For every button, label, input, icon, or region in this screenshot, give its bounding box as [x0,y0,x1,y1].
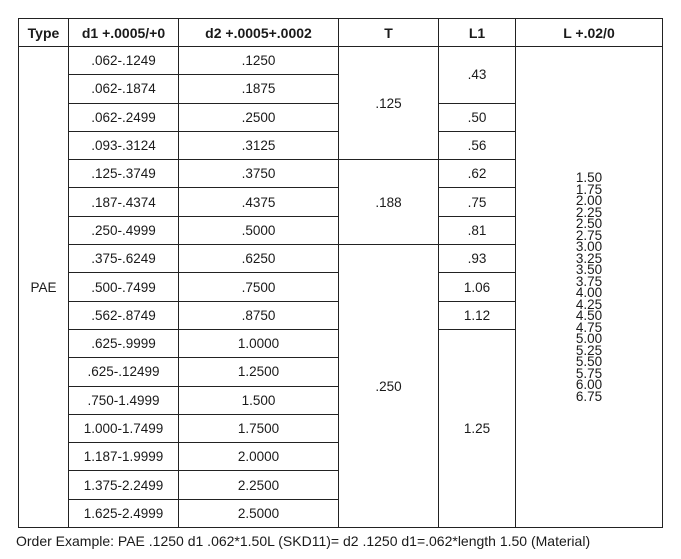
d1-cell: .062-.1874 [69,75,179,103]
d2-cell: .3125 [179,131,339,159]
d1-cell: .062-.2499 [69,103,179,131]
l-length-value: 3.50 [575,262,603,278]
l-length-value: 4.75 [575,319,603,335]
l-length-value: 2.25 [575,204,603,220]
t-cell: .188 [339,160,439,245]
d2-cell: 1.2500 [179,358,339,386]
l-length-value: 6.75 [575,388,603,404]
d1-cell: 1.000-1.7499 [69,414,179,442]
l-length-value: 4.50 [575,308,603,324]
d1-cell: 1.625-2.4999 [69,499,179,527]
l1-cell: .56 [439,131,516,159]
order-example: Order Example: PAE .1250 d1 .062*1.50L (SKD11)= d2 .1250 d1=.062*length 1.50 (Material) [16,533,591,549]
d2-cell: .7500 [179,273,339,301]
d1-cell: .562-.8749 [69,301,179,329]
l-length-cell [516,47,663,528]
d1-cell: 1.187-1.9999 [69,443,179,471]
d2-cell: .4375 [179,188,339,216]
l-length-value: 1.50 [575,170,603,186]
d2-cell: 1.0000 [179,329,339,357]
header-row [19,19,663,47]
d2-cell: 2.5000 [179,499,339,527]
l-length-value: 2.75 [575,227,603,243]
spec-table [18,18,663,528]
d1-cell: 1.375-2.2499 [69,471,179,499]
header-d2: d2 +.0005+.0002 [179,19,339,47]
l-length-value: 1.75 [575,181,603,197]
l-length-value: 5.50 [575,354,603,370]
header-l1: L1 [439,19,516,47]
header-l: L +.02/0 [516,19,663,47]
d2-cell: .5000 [179,216,339,244]
d2-cell: 2.2500 [179,471,339,499]
d2-cell: .1250 [179,47,339,75]
l1-cell: .43 [439,47,516,104]
d1-cell: .750-1.4999 [69,386,179,414]
l1-cell: .50 [439,103,516,131]
d2-cell: 2.0000 [179,443,339,471]
l1-cell: .75 [439,188,516,216]
d1-cell: .187-.4374 [69,188,179,216]
l-length-value: 4.00 [575,285,603,301]
l-length-value: 6.00 [575,377,603,393]
t-cell: .250 [339,245,439,528]
d2-cell: .1875 [179,75,339,103]
d2-cell: .8750 [179,301,339,329]
d2-cell: .6250 [179,245,339,273]
header-type: Type [19,19,69,47]
l-length-value: 2.00 [575,193,603,209]
l1-cell: 1.06 [439,273,516,301]
l1-cell: .93 [439,245,516,273]
d1-cell: .062-.1249 [69,47,179,75]
l-length-value: 5.25 [575,342,603,358]
d1-cell: .125-.3749 [69,160,179,188]
t-cell: .125 [339,47,439,160]
d1-cell: .250-.4999 [69,216,179,244]
l1-cell: .62 [439,160,516,188]
type-cell: PAE [19,47,69,528]
d2-cell: .3750 [179,160,339,188]
l1-cell: .81 [439,216,516,244]
l-length-value: 3.75 [575,273,603,289]
l-length-value: 3.00 [575,239,603,255]
l1-cell: 1.12 [439,301,516,329]
header-t: T [339,19,439,47]
l-length-value: 3.25 [575,250,603,266]
d1-cell: .093-.3124 [69,131,179,159]
l1-cell: 1.25 [439,329,516,527]
l-length-value: 5.00 [575,331,603,347]
header-d1: d1 +.0005/+0 [69,19,179,47]
d2-cell: 1.7500 [179,414,339,442]
l-length-value: 5.75 [575,365,603,381]
d2-cell: 1.500 [179,386,339,414]
d2-cell: .2500 [179,103,339,131]
table-row [19,47,663,75]
d1-cell: .625-.9999 [69,329,179,357]
l-length-value: 2.50 [575,216,603,232]
l-length-value: 4.25 [575,296,603,312]
d1-cell: .625-.12499 [69,358,179,386]
d1-cell: .500-.7499 [69,273,179,301]
d1-cell: .375-.6249 [69,245,179,273]
